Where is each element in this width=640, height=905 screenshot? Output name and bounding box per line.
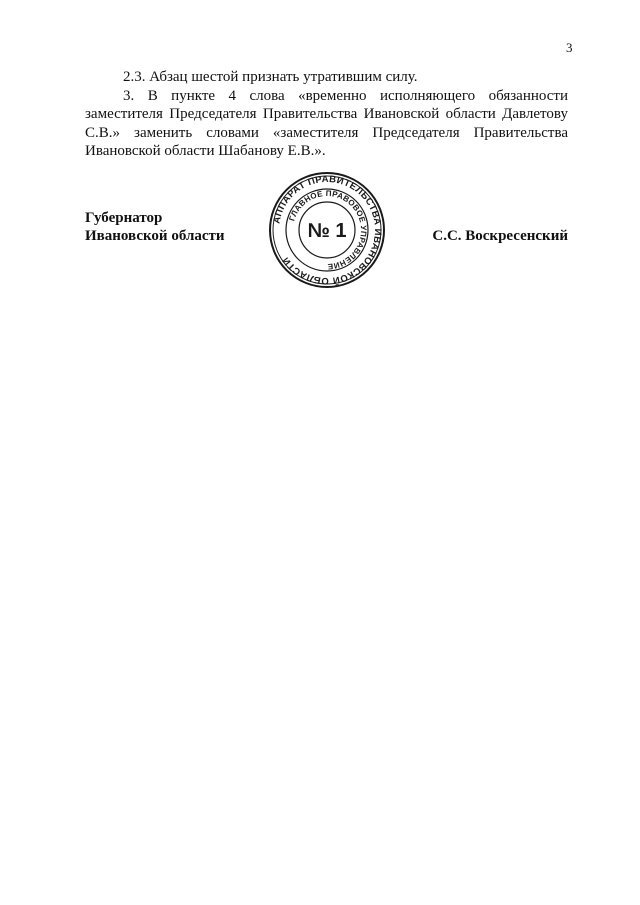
signatory-name: С.С. Воскресенский <box>432 228 568 244</box>
official-seal-stamp <box>268 171 386 289</box>
paragraph-2-3: 2.3. Абзац шестой признать утратившим силу. <box>123 69 418 85</box>
paragraph-3: 3. В пункте 4 слова «временно исполняющего обязанности заместителя Председателя Правительства Ивановской области Давлетову С.В.» заменить словами «заместителя Председателя Правительства Ивановской области Шабанову Е.В.». <box>85 87 568 159</box>
position-title: Губернатор <box>85 210 163 226</box>
signatory-position <box>85 209 225 245</box>
seal-center-number: № 1 <box>307 220 347 242</box>
document-body <box>85 68 568 161</box>
seal-outer-text: АППАРАТ ПРАВИТЕЛЬСТВА ИВАНОВСКОЙ ОБЛАСТИ <box>271 173 384 287</box>
position-region: Ивановской области <box>85 228 225 244</box>
page-number: 3 <box>566 40 573 55</box>
seal-inner-text: ГЛАВНОЕ ПРАВОВОЕ УПРАВЛЕНИЕ <box>287 188 369 272</box>
